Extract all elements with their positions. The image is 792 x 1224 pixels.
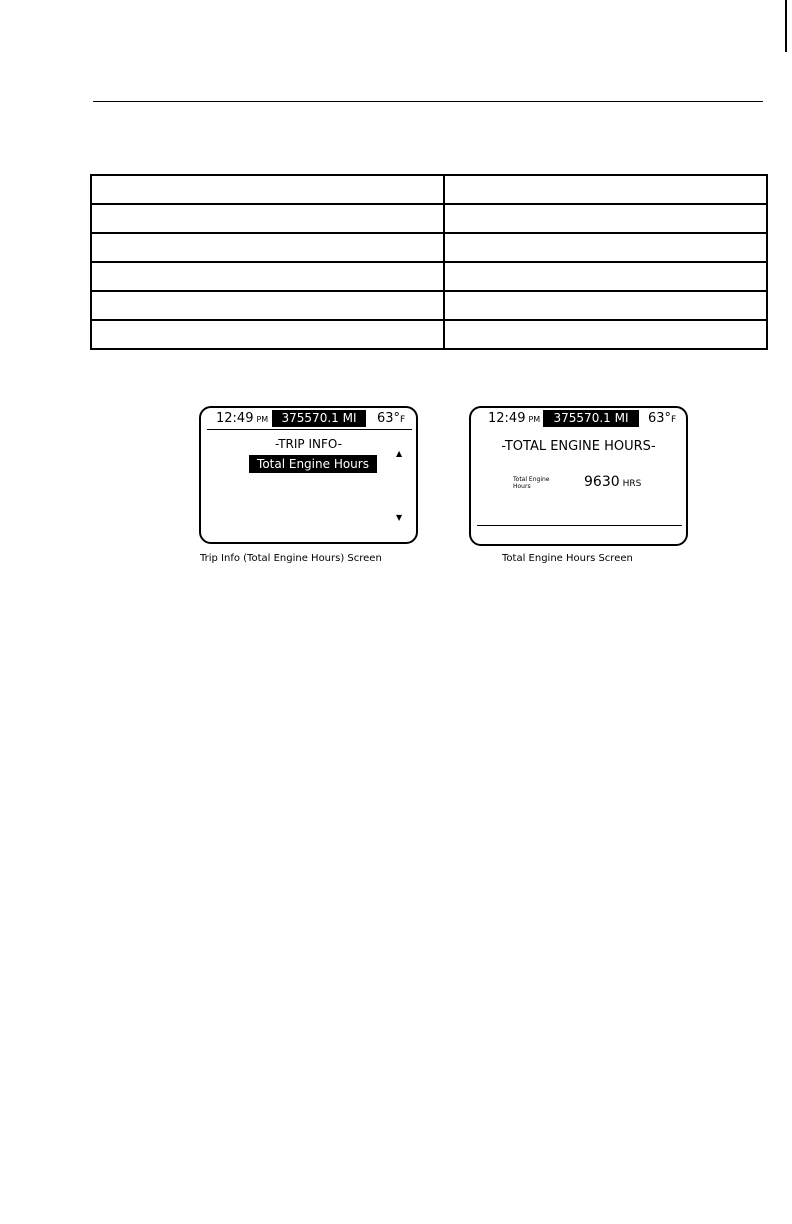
table-cell xyxy=(91,291,444,320)
screen-heading: -TOTAL ENGINE HOURS- xyxy=(501,439,656,454)
scroll-down-arrow-icon[interactable]: ▼ xyxy=(396,513,403,522)
info-table xyxy=(90,174,768,350)
engine-hours-unit: HRS xyxy=(622,479,642,489)
screen-heading: -TRIP INFO- xyxy=(274,437,342,451)
engine-hours-number: 9630 xyxy=(584,474,620,490)
table-cell xyxy=(91,204,444,233)
table-row xyxy=(91,320,767,349)
table-cell xyxy=(444,320,767,349)
table-cell xyxy=(444,175,767,204)
temperature-value: 63° xyxy=(648,411,672,426)
table-cell xyxy=(91,320,444,349)
page-edge-line xyxy=(785,0,787,52)
table-row xyxy=(91,175,767,204)
clock-ampm: PM xyxy=(256,415,269,424)
engine-hours-label-line1: Total Engine xyxy=(513,476,550,483)
table-cell xyxy=(444,233,767,262)
table-cell xyxy=(444,262,767,291)
temperature-unit: F xyxy=(400,415,406,425)
header-rule xyxy=(93,101,763,102)
total-engine-hours-screen xyxy=(469,406,688,546)
right-screen-caption: Total Engine Hours Screen xyxy=(502,553,633,564)
bottom-divider xyxy=(477,525,682,526)
temperature-unit: F xyxy=(671,415,677,425)
table-row xyxy=(91,291,767,320)
temperature-readout xyxy=(648,411,676,426)
clock-time xyxy=(216,411,268,426)
clock-time-value: 12:49 xyxy=(216,411,254,426)
engine-hours-value xyxy=(584,474,641,490)
clock-time xyxy=(488,411,540,426)
table-cell xyxy=(91,262,444,291)
table-cell xyxy=(91,233,444,262)
status-bar-divider xyxy=(207,429,412,430)
engine-hours-label-line2: Hours xyxy=(513,483,531,490)
table-row xyxy=(91,204,767,233)
temperature-readout xyxy=(377,411,405,426)
clock-ampm: PM xyxy=(528,415,541,424)
table-row xyxy=(91,262,767,291)
scroll-up-arrow-icon[interactable]: ▲ xyxy=(396,449,403,458)
left-screen-caption: Trip Info (Total Engine Hours) Screen xyxy=(200,553,382,564)
menu-item-total-engine-hours[interactable]: Total Engine Hours xyxy=(249,455,377,473)
trip-info-screen xyxy=(199,406,418,544)
table-cell xyxy=(444,204,767,233)
table-cell xyxy=(91,175,444,204)
table-row xyxy=(91,233,767,262)
engine-hours-label xyxy=(513,476,549,490)
temperature-value: 63° xyxy=(377,411,401,426)
odometer-readout: 375570.1 MI xyxy=(543,410,639,427)
table-cell xyxy=(444,291,767,320)
clock-time-value: 12:49 xyxy=(488,411,526,426)
odometer-readout: 375570.1 MI xyxy=(272,410,366,427)
